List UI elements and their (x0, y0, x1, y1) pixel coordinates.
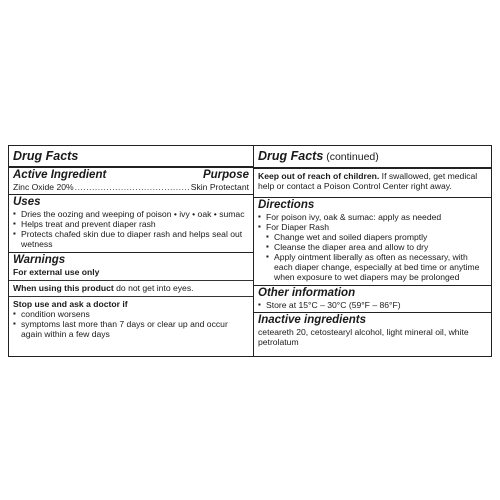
uses-section (9, 195, 253, 252)
directions-list-item: ▪ For poison ivy, oak & sumac: apply as needed (258, 212, 487, 222)
continued-label: (continued) (323, 151, 379, 163)
drug-facts-title-right: Drug Facts (258, 149, 324, 163)
warnings-section (9, 253, 253, 280)
inactive-ingredients-text: ceteareth 20, cetostearyl alcohol, light mineral oil, white petrolatum (258, 327, 469, 347)
inactive-ingredients-heading: Inactive ingredients (258, 314, 367, 326)
uses-list-item: ▪ Helps treat and prevent diaper rash (13, 219, 249, 229)
drug-facts-label (8, 145, 492, 357)
stop-use-list-item: ▪ symptoms last more than 7 days or clear up and occur again within a few days (13, 319, 249, 339)
when-using-label: When using this product (13, 283, 114, 293)
other-info-list (258, 300, 487, 310)
leader-dots (75, 182, 190, 192)
active-ingredient-purpose: Skin Protectant (190, 182, 249, 192)
right-column (254, 146, 491, 356)
when-using-text: do not get into eyes. (113, 283, 194, 293)
directions-list-item: ▪ Change wet and soiled diapers promptly (258, 232, 487, 242)
active-ingredient-section (9, 168, 253, 194)
external-use-warning: For external use only (13, 267, 100, 277)
keep-out-text: If swallowed, get medical help or contact a Poison Control Center right away. (258, 171, 478, 191)
drug-facts-title: Drug Facts (13, 149, 79, 163)
stop-use-list (13, 309, 249, 339)
active-ingredient-name: Zinc Oxide 20% (13, 182, 74, 192)
directions-list-item: ▪ Apply ointment liberally as often as necessary, with each diaper change, especially at bed time or anytime when exposure to wet diapers may be prolonged (258, 252, 487, 282)
stop-use-label: Stop use and ask a doctor if (13, 299, 128, 309)
uses-list (13, 209, 249, 249)
other-info-section (254, 286, 491, 312)
warnings-heading: Warnings (13, 254, 66, 266)
stop-use-section (9, 297, 253, 339)
directions-section (254, 198, 491, 285)
directions-list (258, 212, 487, 282)
active-ingredient-heading: Active Ingredient (13, 169, 107, 181)
uses-list-item: ▪ Protects chafed skin due to diaper rash and helps seal out wetness (13, 229, 249, 249)
uses-list-item: ▪ Dries the oozing and weeping of poison • ivy • oak • sumac (13, 209, 249, 219)
directions-list-item: ▪ Cleanse the diaper area and allow to dry (258, 242, 487, 252)
directions-heading: Directions (258, 199, 315, 211)
uses-heading: Uses (13, 196, 41, 208)
keep-out-label: Keep out of reach of children. (258, 171, 380, 181)
stop-use-list-item: ▪ condition worsens (13, 309, 249, 319)
drug-facts-continued-title (254, 146, 491, 167)
directions-list-item: ▪ For Diaper Rash (258, 222, 487, 232)
when-using-section (9, 281, 253, 296)
other-info-heading: Other information (258, 287, 356, 299)
inactive-ingredients-section (254, 313, 491, 347)
purpose-heading: Purpose (202, 169, 249, 181)
keep-out-section (254, 169, 491, 197)
other-info-list-item: ▪ Store at 15°C – 30°C (59°F – 86°F) (258, 300, 487, 310)
left-column (9, 146, 254, 356)
